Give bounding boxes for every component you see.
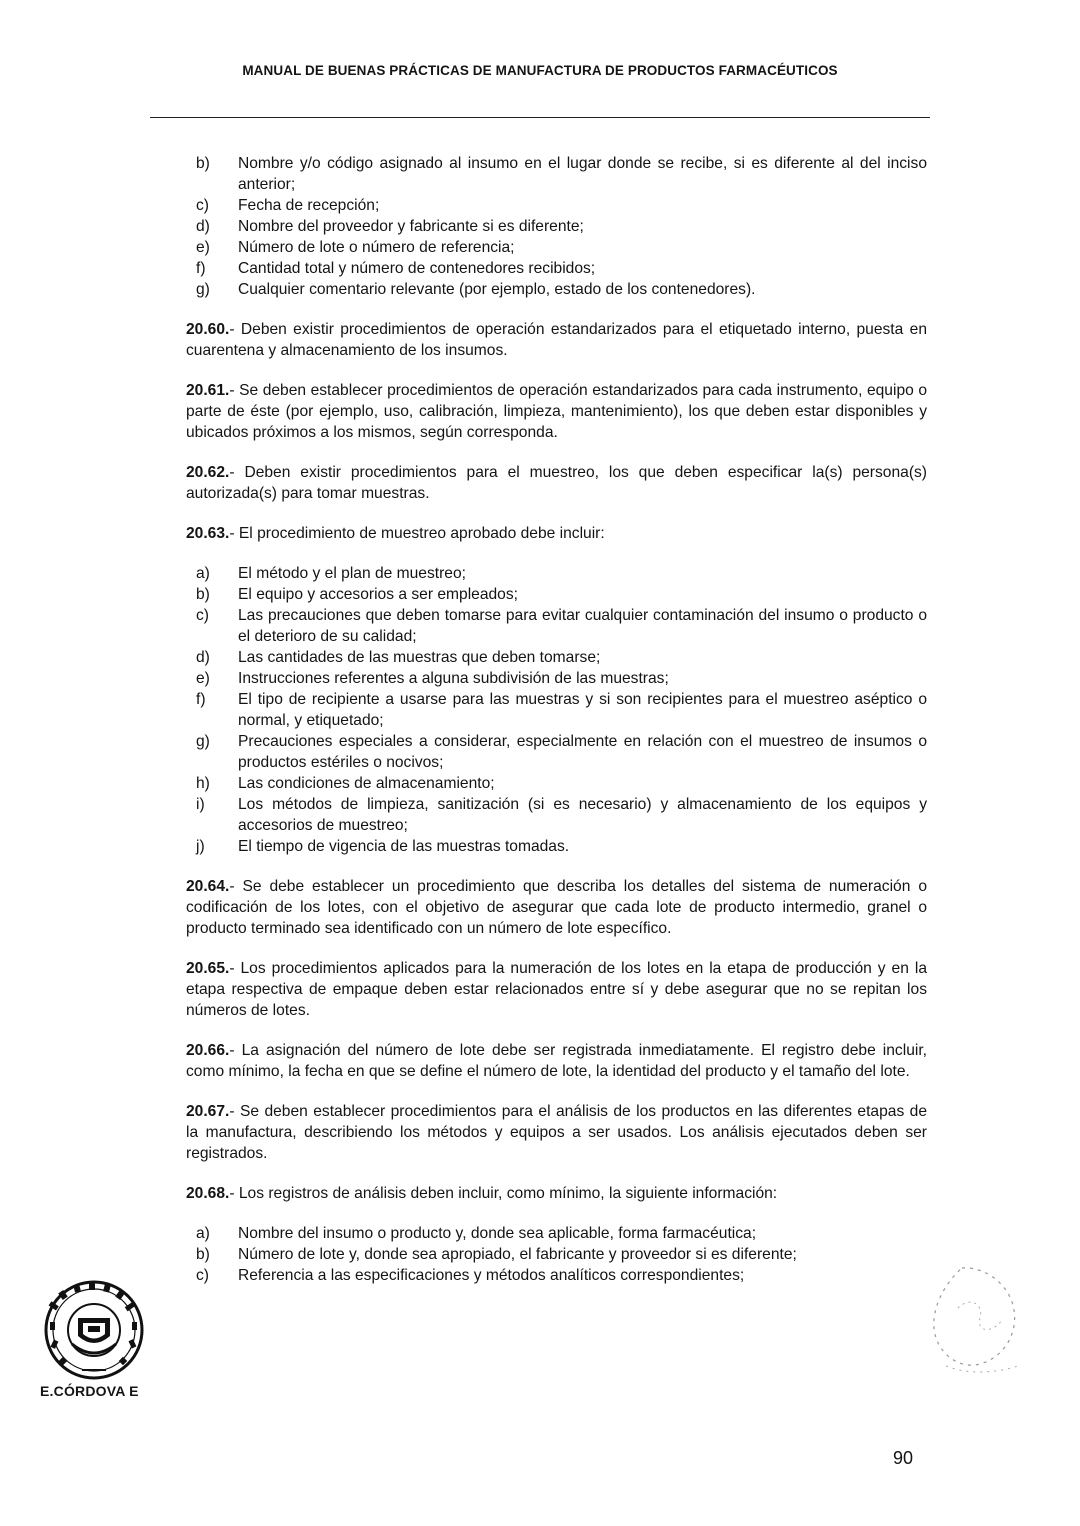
section-20-63 (186, 523, 927, 544)
section-number: 20.62. (186, 464, 230, 481)
list-marker: c) (196, 197, 209, 214)
list-item (186, 195, 927, 216)
section-text: - Deben existir procedimientos de operación estandarizados para el etiquetado interno, puesta en cuarentena y almacenamiento de los insumos. (186, 321, 927, 359)
list-item-text: El tipo de recipiente a usarse para las muestras y si son recipientes para el muestreo aséptico o normal, y etiquetado; (238, 691, 927, 729)
list-marker: a) (196, 1225, 210, 1242)
section-text: - Se deben establecer procedimientos de operación estandarizados para cada instrumento, equipo o parte de éste (por ejemplo, uso, calibración, limpieza, mantenimiento), los que deben estar disponibles y ubicados próximos a los mismos, según corresponda. (186, 382, 927, 441)
list-item (186, 605, 927, 647)
section-number: 20.63. (186, 525, 230, 542)
list-item (186, 773, 927, 794)
document-header: MANUAL DE BUENAS PRÁCTICAS DE MANUFACTURA DE PRODUCTOS FARMACÉUTICOS (242, 63, 838, 78)
list-item-text: Cualquier comentario relevante (por ejemplo, estado de los contenedores). (238, 281, 756, 298)
section-20-64 (186, 876, 927, 939)
list-item (186, 563, 927, 584)
list-marker: c) (196, 1267, 209, 1284)
list-item-text: Las condiciones de almacenamiento; (238, 775, 495, 792)
list-item-text: Instrucciones referentes a alguna subdivisión de las muestras; (238, 670, 669, 687)
section-20-68 (186, 1183, 927, 1204)
list-item-text: Nombre del insumo o producto y, donde sea aplicable, forma farmacéutica; (238, 1225, 757, 1242)
section-20-60 (186, 319, 927, 361)
signature-icon (922, 1262, 1032, 1380)
section-text: - La asignación del número de lote debe ser registrada inmediatamente. El registro debe incluir, como mínimo, la fecha en que se define el número de lote, la identidad del producto y el tamaño del lote. (186, 1042, 927, 1080)
list-item (186, 216, 927, 237)
section-number: 20.68. (186, 1185, 230, 1202)
section-text: - El procedimiento de muestreo aprobado debe incluir: (229, 525, 605, 542)
list-item-text: Las precauciones que deben tomarse para evitar cualquier contaminación del insumo o producto o el deterioro de su calidad; (238, 607, 927, 645)
list-marker: c) (196, 607, 209, 624)
list-item-text: Precauciones especiales a considerar, especialmente en relación con el muestreo de insumos o productos estériles o nocivos; (238, 733, 927, 771)
section-text: - Se deben establecer procedimientos para el análisis de los productos en las diferentes etapas de la manufactura, describiendo los métodos y equipos a ser usados. Los análisis ejecutados deben ser registrados. (186, 1103, 927, 1162)
list-marker: e) (196, 670, 210, 687)
list-item-text: Fecha de recepción; (238, 197, 380, 214)
list-marker: d) (196, 649, 210, 666)
list-item (186, 258, 927, 279)
list-item (186, 668, 927, 689)
list-marker: d) (196, 218, 210, 235)
page-number: 90 (893, 1448, 914, 1468)
list-item (186, 794, 927, 836)
list-item (186, 584, 927, 605)
list-marker: f) (196, 691, 206, 708)
list-item (186, 689, 927, 731)
section-text: - Deben existir procedimientos para el muestreo, los que deben especificar la(s) persona(s) autorizada(s) para tomar muestras. (186, 464, 927, 502)
official-seal-icon (34, 1278, 154, 1383)
list-marker: i) (196, 796, 205, 813)
header-divider (150, 117, 930, 118)
list-marker: a) (196, 565, 210, 582)
section-20-61 (186, 380, 927, 443)
section-20-66 (186, 1040, 927, 1082)
list-marker: b) (196, 155, 210, 172)
section-20-67 (186, 1101, 927, 1164)
reception-info-list (186, 153, 927, 300)
list-item (186, 1244, 927, 1265)
section-text: - Los procedimientos aplicados para la numeración de los lotes en la etapa de producción y en la etapa respectiva de empaque deben estar relacionados entre sí y debe asegurar que no se repitan los números de lotes. (186, 960, 927, 1019)
list-item-text: El equipo y accesorios a ser empleados; (238, 586, 518, 603)
list-marker: g) (196, 281, 210, 298)
document-body (186, 153, 927, 1286)
list-item-text: Nombre y/o código asignado al insumo en el lugar donde se recibe, si es diferente al del inciso anterior; (238, 155, 927, 193)
list-marker: f) (196, 260, 206, 277)
list-item-text: Cantidad total y número de contenedores recibidos; (238, 260, 596, 277)
list-marker: b) (196, 1246, 210, 1263)
list-marker: b) (196, 586, 210, 603)
list-item-text: Nombre del proveedor y fabricante si es diferente; (238, 218, 584, 235)
stamp-name: E.CÓRDOVA E (40, 1383, 139, 1399)
list-item (186, 1223, 927, 1244)
analysis-records-list (186, 1223, 927, 1286)
list-item (186, 731, 927, 773)
list-item-text: Referencia a las especificaciones y métodos analíticos correspondientes; (238, 1267, 745, 1284)
list-item (186, 647, 927, 668)
list-marker: h) (196, 775, 210, 792)
list-item (186, 279, 927, 300)
list-marker: e) (196, 239, 210, 256)
section-text: - Se debe establecer un procedimiento que describa los detalles del sistema de numeración o codificación de los lotes, con el objetivo de asegurar que cada lote de producto intermedio, granel o producto terminado sea identificado con un número de lote específico. (186, 878, 927, 937)
list-item (186, 237, 927, 258)
list-marker: g) (196, 733, 210, 750)
list-item-text: Número de lote y, donde sea apropiado, el fabricante y proveedor si es diferente; (238, 1246, 797, 1263)
section-number: 20.65. (186, 960, 230, 977)
list-item-text: Número de lote o número de referencia; (238, 239, 515, 256)
list-item-text: Los métodos de limpieza, sanitización (si es necesario) y almacenamiento de los equipos y accesorios de muestreo; (238, 796, 927, 834)
section-20-65 (186, 958, 927, 1021)
section-number: 20.67. (186, 1103, 230, 1120)
list-marker: j) (196, 838, 205, 855)
section-number: 20.60. (186, 321, 230, 338)
list-item-text: El tiempo de vigencia de las muestras tomadas. (238, 838, 570, 855)
section-text: - Los registros de análisis deben incluir, como mínimo, la siguiente información: (229, 1185, 778, 1202)
list-item (186, 153, 927, 195)
section-number: 20.66. (186, 1042, 230, 1059)
section-number: 20.64. (186, 878, 230, 895)
list-item-text: Las cantidades de las muestras que deben tomarse; (238, 649, 601, 666)
list-item (186, 1265, 927, 1286)
list-item (186, 836, 927, 857)
section-number: 20.61. (186, 382, 230, 399)
list-item-text: El método y el plan de muestreo; (238, 565, 466, 582)
section-20-62 (186, 462, 927, 504)
sampling-procedure-list (186, 563, 927, 857)
